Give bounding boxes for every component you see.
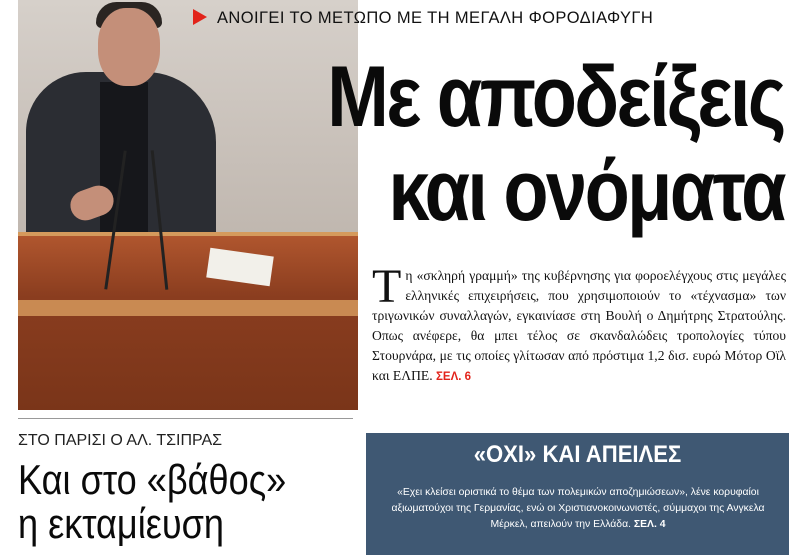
top-story-headline-line1: Με αποδείξεις	[327, 49, 784, 145]
box-story-page-ref[interactable]: ΣΕΛ. 4	[633, 519, 666, 530]
speaker-head	[98, 8, 160, 86]
secondary-story-headline-line1: Και στο «βάθος»	[18, 456, 287, 503]
top-story-body	[372, 260, 786, 387]
podium	[18, 236, 358, 410]
box-story-title: «ΟΧΙ» ΚΑΙ ΑΠΕΙΛΕΣ	[473, 441, 682, 468]
box-story	[366, 433, 789, 555]
podium-rail	[18, 300, 358, 316]
top-story-page-ref[interactable]: ΣΕΛ. 6	[436, 371, 472, 383]
secondary-story-headline-line2: η εκταμίευση	[18, 500, 224, 547]
secondary-story-headline	[18, 458, 286, 546]
speaker-photo	[18, 0, 358, 410]
secondary-story-kicker: ΣΤΟ ΠΑΡΙΣΙ Ο ΑΛ. ΤΣΙΠΡΑΣ	[18, 432, 223, 449]
box-story-body: «Εχει κλείσει οριστικά το θέμα των πολεμικών αποζημιώσεων», λένε κορυφαίοι αξιωματούχοι της Γερμανίας, ενώ οι Χριστιανοκοινωνιστές, σύμμαχοι της Ανγκελα Μέρκελ, απειλούν την Ελλάδα.	[391, 487, 765, 530]
top-story-kicker	[193, 9, 653, 28]
play-triangle-icon	[193, 9, 207, 25]
top-story-body-text: η «σκληρή γραμμή» της κυβέρνησης για φοροελέγχους στις μεγάλες ελληνικές επιχειρήσεις, που χρησιμοποιούν το «τέχνασμα» των τριγωνικών συναλλαγών, εγκαινίασε στη Βουλή ο Δημήτρης Στρατούλης. Οπως ανέφερε, θα μπει τέλος σε σκανδαλώδεις τροπολογίες τύπου Στουρνάρα, με τις οποίες γλίτωσαν από πρόστιμα 1,2 δισ. ευρώ Μότορ Οϊλ και ΕΛΠΕ.	[372, 268, 786, 383]
top-story-headline-line2: και ονόματα	[388, 143, 784, 239]
section-divider	[18, 418, 353, 419]
top-story-kicker-text: ΑΝΟΙΓΕΙ ΤΟ ΜΕΤΩΠΟ ΜΕ ΤΗ ΜΕΓΑΛΗ ΦΟΡΟΔΙΑΦΥΓΗ	[217, 9, 654, 27]
box-story-text	[382, 485, 774, 533]
drop-cap: Τ	[372, 260, 402, 313]
